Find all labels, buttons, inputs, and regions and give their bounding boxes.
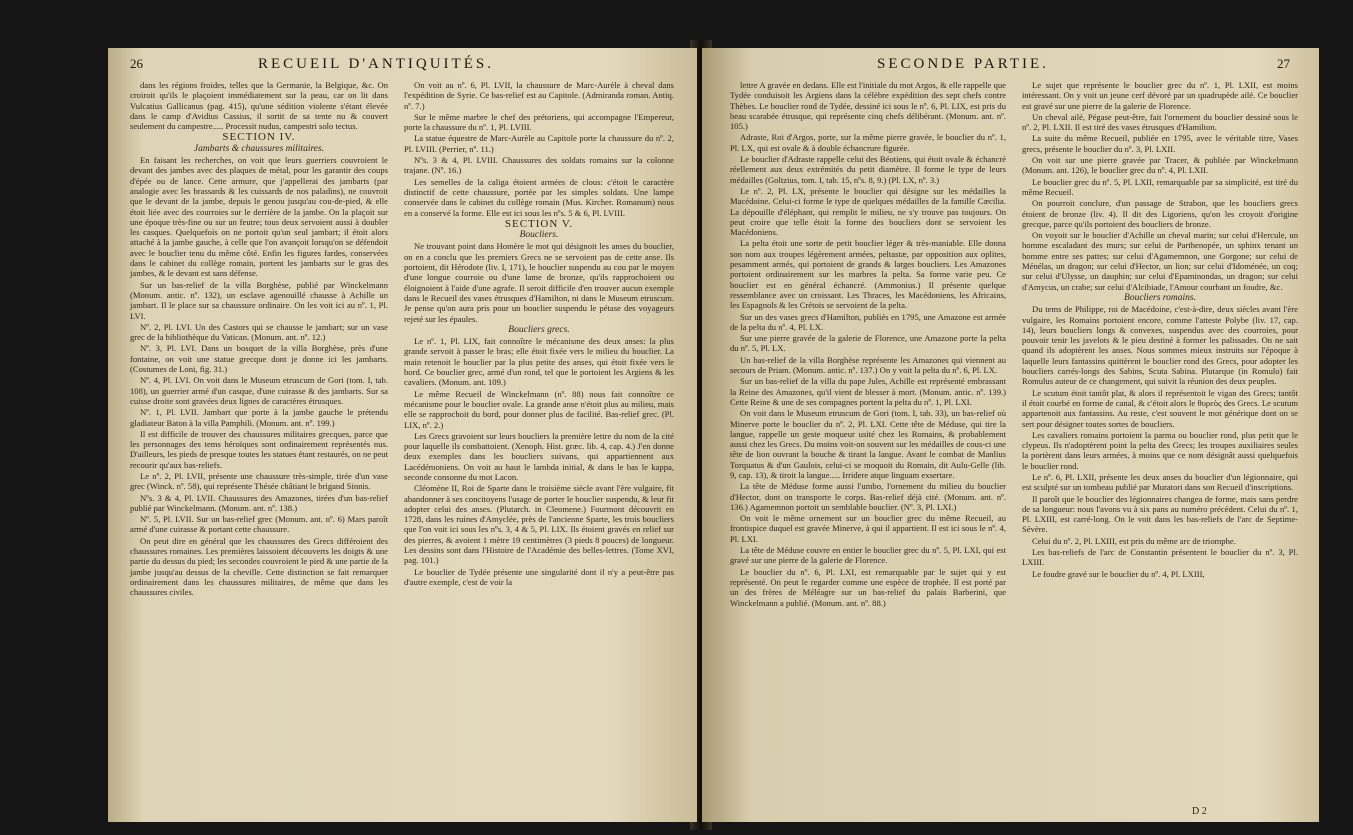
paragraph: Le même Recueil de Winckelmann (nº. 88) nous fait connoître ce mécanisme pour le bouclier ovale. La grande anse n'étoit plus au milieu, mais elle se rapprochoit du bord, pour donner plus de facilité. Bas-relief grec. (Pl. LIX, nº. 2.) [404,388,674,430]
subsection-title: Boucliers romains. [1124,292,1196,303]
paragraph: Sur une pierre gravée de la galerie de Florence, une Amazone porte la pelta du nº. 5, Pl. LX. [730,333,1006,354]
paragraph: Le scutum étoit tantôt plat, & alors il représentoit le vigan des Grecs; tantôt il étoit courbé en forme de canal, & c'étoit alors le θυρεὸς des Grecs. Le scutum appartenoit aux fantassins. Au reste, c'est souvent le mot générique dont on se sert pour désigner toutes sortes de boucliers. [1022,387,1298,429]
paragraph: Les bas-reliefs de l'arc de Constantin présentent le bouclier du nº. 3, Pl. LXIII. [1022,547,1298,568]
paragraph: Le nº. 2, Pl. LX, présente le bouclier qui désigne sur les médailles la Macédoine. Celui-ci forme le type de quelques médailles de la famille Cæcilia. La dépouille d'éléphant, qui remplit le milieu, ne s'y trouve pas toujours. On peut croire que telle étoit la forme des boucliers dont se servoient les Macédoniens. [730,185,1006,238]
signature-mark: D 2 [1192,806,1207,817]
paragraph: Sur un bas-relief de la villa Borghèse, publié par Winckelmann (Monum. antic. nº. 132), un esclave agenouillé chausse à Achille un jambart. Il le place sur sa chaussure ordinaire. On les voit ici au nº. 1, Pl. LVI. [130,279,388,321]
paragraph: Nºs. 3 & 4, Pl. LVII. Chaussures des Amazones, tirées d'un bas-relief publié par Winckelmann. (Monum. ant. nº. 138.) [130,492,388,513]
paragraph: Le bouclier d'Adraste rappelle celui des Béotiens, qui étoit ovale & échancré réellement aux deux extrémités du petit diamètre. Il forme le type de leurs médailles (Goltzius, tom. I, tab. 15, nºs. 8, 9.) (Pl. LX, nº. 3.) [730,154,1006,185]
section-title: SECTION V. [504,217,574,230]
paragraph: Cléomène II, Roi de Sparte dans le troisième siècle avant l'ère vulgaire, fit abandonner à ses concitoyens l'usage de porter le bouclier suspendu, & leur fit adopter celui des anses. (Plutarch. in Cleomene.) Fourmont découvrit en 1728, dans les ruines d'Amyclée, près de l'ancienne Sparte, les trois boucliers que l'on voit ici sous les nºs. 3, 4 & 5, Pl. LIX. Ils étoient gravés en relief sur des pierres, & avoient 1 mètre 19 centimètres (3 pieds 8 pouces) de longueur. Les dessins sont dans l'Histoire de l'Académie des belles-lettres. (Tome XVI, pag. 101.) [404,483,674,566]
paragraph: Ne trouvant point dans Homère le mot qui désignoit les anses du bouclier, on en a conclu que les premiers Grecs ne se servoient pas de cette anse. Ils portoient, dit Hérodote (liv. I, 171), le bouclier suspendu au cou par le moyen d'une longue courroie ou d'une lame de bronze, qu'ils rapprochoient ou éloignoient à l'aide d'une agrafe. Il seroit difficile d'en trouver aucun exemple dans le Recueil des vases étrusques d'Hamilton, ni dans le Museum etruscum. Je pense qu'on aura pris pour un bouclier suspendu le pétase des voyageurs rejeté sur les épaules. [404,241,674,324]
paragraph: Le bouclier du nº. 6, Pl. LXI, est remarquable par le sujet qui y est représenté. On peut le regarder comme une espèce de trophée. Il est porté par un des frères de Méléagre sur un bas-relief du palais Barberini, que Winckelmann a publié. (Monum. ant. nº. 88.) [730,566,1006,608]
paragraph: Le nº. 1, Pl. LIX, fait connoître le mécanisme des deux anses: la plus grande servoit à passer le bras; elle étoit fixée vers le milieu du bouclier. La main retenoit le bouclier par la plus petite des anses, qui étoit fixée vers le bord. Ce bouclier grec, armé d'un rond, tel que le portoient les Argiens & les cavaliers. (Monum. ant. 109.) [404,336,674,388]
right-column-2 [1022,80,1298,580]
paragraph: dans les régions froides, telles que la Germanie, la Belgique, &c. On croiroit qu'ils le plaçoient immédiatement sur la peau, car on lit dans Vulcatius Gallicanus (pag. 415), qu'une sédition violente s'étant élevée dans le camp d'Avidius Cassius, il sortit de sa tente nu & couvert seulement du campestre..... Processit nudus, campestri solo tectus. [130,80,388,132]
paragraph: Un bas-relief de la villa Borghèse représente les Amazones qui viennent au secours de Priam. (Monum. antic. nº. 137.) On y voit la pelta du nº. 6, Pl. LX. [730,354,1006,376]
paragraph: Il est difficile de trouver des chaussures militaires grecques, parce que les personnages des tems héroïques sont ordinairement représentés nus. D'ailleurs, les pieds de presque toutes les statues étant restaurés, on ne peut recourir qu'aux bas-reliefs. [130,428,388,470]
paragraph: Les cavaliers romains portoient la parma ou bouclier rond, plus petit que le clypeus. Ils n'adoptèrent point la pelta des Grecs; les troupes auxiliaires seules la portèrent dans leurs armées, à moins que ce nom désignât aussi quelquefois le bouclier rond. [1022,429,1298,471]
paragraph: Nºs. 3 & 4, Pl. LVIII. Chaussures des soldats romains sur la colonne trajane. (Nº. 16.) [404,155,674,176]
paragraph: Le sujet que représente le bouclier grec du nº. 1, Pl. LXII, est moins intéressant. On y voit un jeune cerf dévoré par un quadrupède ailé. Ce bouclier est gravé sur une pierre de la galerie de Florence. [1022,80,1298,111]
paragraph: Celui du nº. 2, Pl. LXIII, est pris du même arc de triomphe. [1032,535,1236,546]
paragraph: On voyoit sur le bouclier d'Achille un cheval marin; sur celui d'Hercule, un homme escaladant des murs; sur celui de Parthenopée, un sphinx tenant un homme entre ses pattes; sur celui d'Agamemnon, une Gorgone; sur celui de Ménélas, un dragon; sur celui d'Hector, un lion; sur celui d'Idoménée, un coq; sur celui d'Ulysse, un dauphin; sur celui d'Epaminondas, un dragon; sur celui d'Amycus, un crabe; sur celui d'Alcibiade, l'Amour courbant un foudre, &c. [1022,230,1298,292]
paragraph: On voit sur une pierre gravée par Tracer, & publiée par Winckelmann (Monum. ant. 126), le bouclier grec du nº. 4, Pl. LXII. [1022,155,1298,176]
paragraph: Nº. 4, Pl. LVI. On voit dans le Museum etruscum de Gori (tom. I, tab. 108), un guerrier armé d'un casque, d'une cuirasse & des jambarts. Sur sa cuisse droite sont gravées deux lignes de caractères étrusques. [130,375,388,406]
paragraph: On voit au nº. 6, Pl. LVII, la chaussure de Marc-Aurèle à cheval dans l'expédition de Syrie. Ce bas-relief est au Capitole. (Admiranda roman. Antiq. nº. 7.) [404,80,674,111]
left-page [108,48,697,822]
subsection-title: Boucliers grecs. [508,324,570,335]
paragraph: Du tems de Philippe, roi de Macédoine, c'est-à-dire, deux siècles avant l'ère vulgaire, les Romains portoient encore, comme l'atteste Polybe (liv. 17, cap. 14), leurs boucliers longs & convexes, suspendus avec des courroies, pour pouvoir tenir les javelots & le pieu destiné à former les palissades. On ne sait quand ils adoptèrent les anses. Nous sommes mieux instruits sur l'époque à laquelle leurs fantassins quittèrent le bouclier rond des Grecs, pour adopter les boucliers carrés-longs des Sabins, Scuta Sabina. Plutarque (in Romulo) fait Romulus auteur de ce changement, qui suivit la réunion des deux peuples. [1022,304,1298,387]
paragraph: Le nº. 6, Pl. LXII, présente les deux anses du bouclier d'un légionnaire, qui est sculpté sur un tombeau publié par Muratori dans son Recueil d'inscriptions. [1022,471,1298,493]
paragraph: Nº. 1, Pl. LVII. Jambart que porte à la jambe gauche le prétendu gladiateur Baton à la villa Pamphili. (Monum. ant. nº. 199.) [130,407,388,428]
paragraph: Nº. 2, Pl. LVI. Un des Castors qui se chausse le jambart; sur un vase grec de la bibliothèque du Vatican. (Monum. ant. nº. 12.) [130,321,388,343]
right-page [702,48,1319,822]
right-column-1 [730,80,1006,609]
paragraph: Le foudre gravé sur le bouclier du nº. 4, Pl. LXIII, [1032,568,1205,579]
running-head: RECUEIL D'ANTIQUITÉS. [258,56,494,72]
paragraph: On voit dans le Museum etruscum de Gori (tom. I, tab. 33), un bas-relief où Minerve porte le bouclier du nº. 2, Pl. LXI. Cette tête de Méduse, qui tire la langue, rappelle un geste moqueur usité chez les Romains, & probablement aussi chez les Grecs. Du moins voit-on souvent sur les médailles de cous-ci une tête de lion ouvrant la bouche & tirant la langue. Avant le combat de Manlius Torquatus & d'un Gaulois, celui-ci se moquoit du Romain, dit Aulu-Gelle (lib. 9, cap. 13), & tiroit la langue..... Irridere atque linguam exsertare. [730,408,1006,480]
paragraph: Sur le même marbre le chef des prétoriens, qui accompagne l'Empereur, porte la chaussure du nº. 1, Pl. LVIII. [404,111,674,133]
section-title: SECTION IV. [222,131,296,144]
paragraph: La pelta étoit une sorte de petit bouclier léger & très-maniable. Elle donna son nom aux troupes légèrement armées, peltastæ, par opposition aux oplites, pesamment armés, qui portoient de grands & larges boucliers. Les Amazones portoient ordinairement sur les marbres la pelta. Sa forme varie peu. Ce bouclier est en général échancré. (Ammonius.) Il présente quelque ressemblance avec un croissant. Les Thraces, les Macédoniens, les Africains, les Espagnols & les Crétois se servoient de la pelta. [730,238,1006,311]
left-column-1 [130,80,388,599]
paragraph: Adraste, Roi d'Argos, porte, sur la même pierre gravée, le bouclier du nº. 1, Pl. LX, qui est ovale & à double échancrure figurée. [730,132,1006,153]
paragraph: La tête de Méduse couvre en entier le bouclier grec du nº. 5, Pl. LXI, qui est gravé sur une pierre de la galerie de Florence. [730,545,1006,566]
paragraph: Le bouclier grec du nº. 5, Pl. LXII, remarquable par sa simplicité, est tiré du même Recueil. [1022,176,1298,197]
paragraph: On voit le même ornement sur un bouclier grec du même Recueil, au frontispice duquel est gravée Minerve, à qui il appartient. Il est ici sous le nº. 4, Pl. LXI. [730,513,1006,544]
running-head: SECONDE PARTIE. [877,56,1049,72]
paragraph: Nº. 3, Pl. LVI. Dans un bosquet de la villa Borghèse, près d'une fontaine, on voit une statue grecque dont je donne ici les jambarts. (Costumes de Loni, fig. 31.) [130,343,388,375]
page-number: 26 [130,56,143,71]
paragraph: Nº. 5, Pl. LVII. Sur un bas-relief grec (Monum. ant. nº. 6) Mars paroît armé d'une cuirasse & portant cette chaussure. [130,514,388,535]
paragraph: Il paroît que le bouclier des légionnaires changea de forme, mais sans perdre de sa longueur: nous l'avons vu à six pans au numéro précédent. Celui du nº. 1, Pl. LXIII, est carré-long. On le voit dans les bas-reliefs de l'arc de Septime-Sévère. [1022,493,1298,535]
paragraph: En faisant les recherches, on voit que leurs guerriers couvroient le devant des jambes avec des plaques de métal, pour les garantir des coups d'épée ou de lance. Cette armure, que j'appellerai des jambarts (par analogie avec les brassards & les cuissards de nos paladins), ne couvroit que le devant de la jambe, depuis le genou jusqu'au cou-de-pied, & elle étoit liée avec des courroies sur le derrière de la jambe. On la plaçoit sur une époque très-fine ou sur un feutre; tous deux servoient aussi à doubler les casques. Quelquefois on ne portoit qu'un seul jambart; il étoit alors attaché à la jambe gauche, à celle que l'on avançoit lorsqu'on se défendoit avec le bouclier tenu du même côté. Enfin les figures fardes, conservées dans le cabinet du collège romain, portent les jambarts sur le gras des jambes, & le devant est sans défense. [130,155,388,279]
page-number: 27 [1277,56,1290,71]
paragraph: Sur un bas-relief de la villa du pape Jules, Achille est représenté embrassant la Reine des Amazones, qu'il vient de blesser à mort. (Monum. antic. nº. 139.) Cette Reine & une de ses compagnes portent la pelta du nº. 1, Pl. LXI. [730,376,1006,407]
paragraph: Sur un des vases grecs d'Hamilton, publiés en 1795, une Amazone est armée de la pelta du nº. 4, Pl. LX. [730,311,1006,332]
paragraph: La tête de Méduse forme aussi l'umbo, l'ornement du milieu du bouclier d'Hector, dont on transporte le corps. Bas-relief déjà cité. (Monum. ant. nº. 136.) Agamemnon portoit un semblable bouclier. (Nº. 3, Pl. LXI.) [730,481,1006,512]
paragraph: On pourroit conclure, d'un passage de Strabon, que les boucliers grecs étoient de bronze (liv. 4). Il dit des Ligoriens, qu'on les croyoit d'origine grecque, parce qu'ils portoient des boucliers de bronze. [1022,198,1298,229]
section-subtitle: Boucliers. [519,230,559,241]
paragraph: La statue équestre de Marc-Aurèle au Capitole porte la chaussure du nº. 2, Pl. LVIII. (Perrier, nº. 11.) [404,133,674,154]
paragraph: Le bouclier de Tydée présente une singularité dont il n'y a peut-être pas d'autre exemple, c'est de voir la [404,566,674,587]
left-column-2 [404,80,674,588]
section-subtitle: Jambarts & chaussures militaires. [193,143,325,154]
paragraph: Un cheval ailé, Pégase peut-être, fait l'ornement du bouclier dessiné sous le nº. 2, Pl. LXII. Il est tiré des vases étrusques d'Hamilton. [1022,111,1298,133]
paragraph: On peut dire en général que les chaussures des Grecs différoient des chaussures romaines. Les premières laissoient découverts les doigts & une partie du dessus du pied; les secondes couvroient le pied & une partie de la jambe jusqu'au dessus de la cheville. Cette distinction se fait remarquer ordinairement dans les chaussures militaires, de même que dans les chaussures civiles. [130,535,388,598]
paragraph: Les semelles de la caliga étoient armées de clous: c'étoit le caractère distinctif de cette chaussure, portée par les simples soldats. Une lampe conservée dans le cabinet du collège romain (Mus. Kircher. Romanum) nous en a conservé la forme. Elle est ici sous les nºs. 5 & 6, Pl. LVIII. [404,176,674,218]
paragraph: Les Grecs gravoient sur leurs boucliers la première lettre du nom de la cité pour laquelle ils combattoient. (Xenoph. Hist. græc. lib. 4, cap. 4.) J'en donne deux exemples dans les boucliers suivans, qui appartiennent aux Lacédémoniens. On voit au haut le lambda initial, & dans le bas le kappa, seconde consonne du mot Lacon. [404,430,674,482]
paragraph: La suite du même Recueil, publiée en 1795, avec le véritable titre, Vases grecs, présente le bouclier du nº. 3, Pl. LXII. [1022,133,1298,154]
paragraph: Le nº. 2, Pl. LVII, présente une chaussure très-simple, tirée d'un vase grec (Winck. nº. 58), qui représente Thésée châtiant le brigand Sinnis. [130,470,388,492]
paragraph: lettre A gravée en dedans. Elle est l'initiale du mot Argos, & elle rappelle que Tydée conduisoit les Argiens dans la célèbre expédition des sept chefs contre Thèbes. Le bouclier rond de Tydée, dessiné ici sous le nº. 6, Pl. LIX, est pris du beau scarabée étrusque, qui représente cinq chefs délibérant. (Monum. ant. nº. 105.) [730,80,1006,132]
